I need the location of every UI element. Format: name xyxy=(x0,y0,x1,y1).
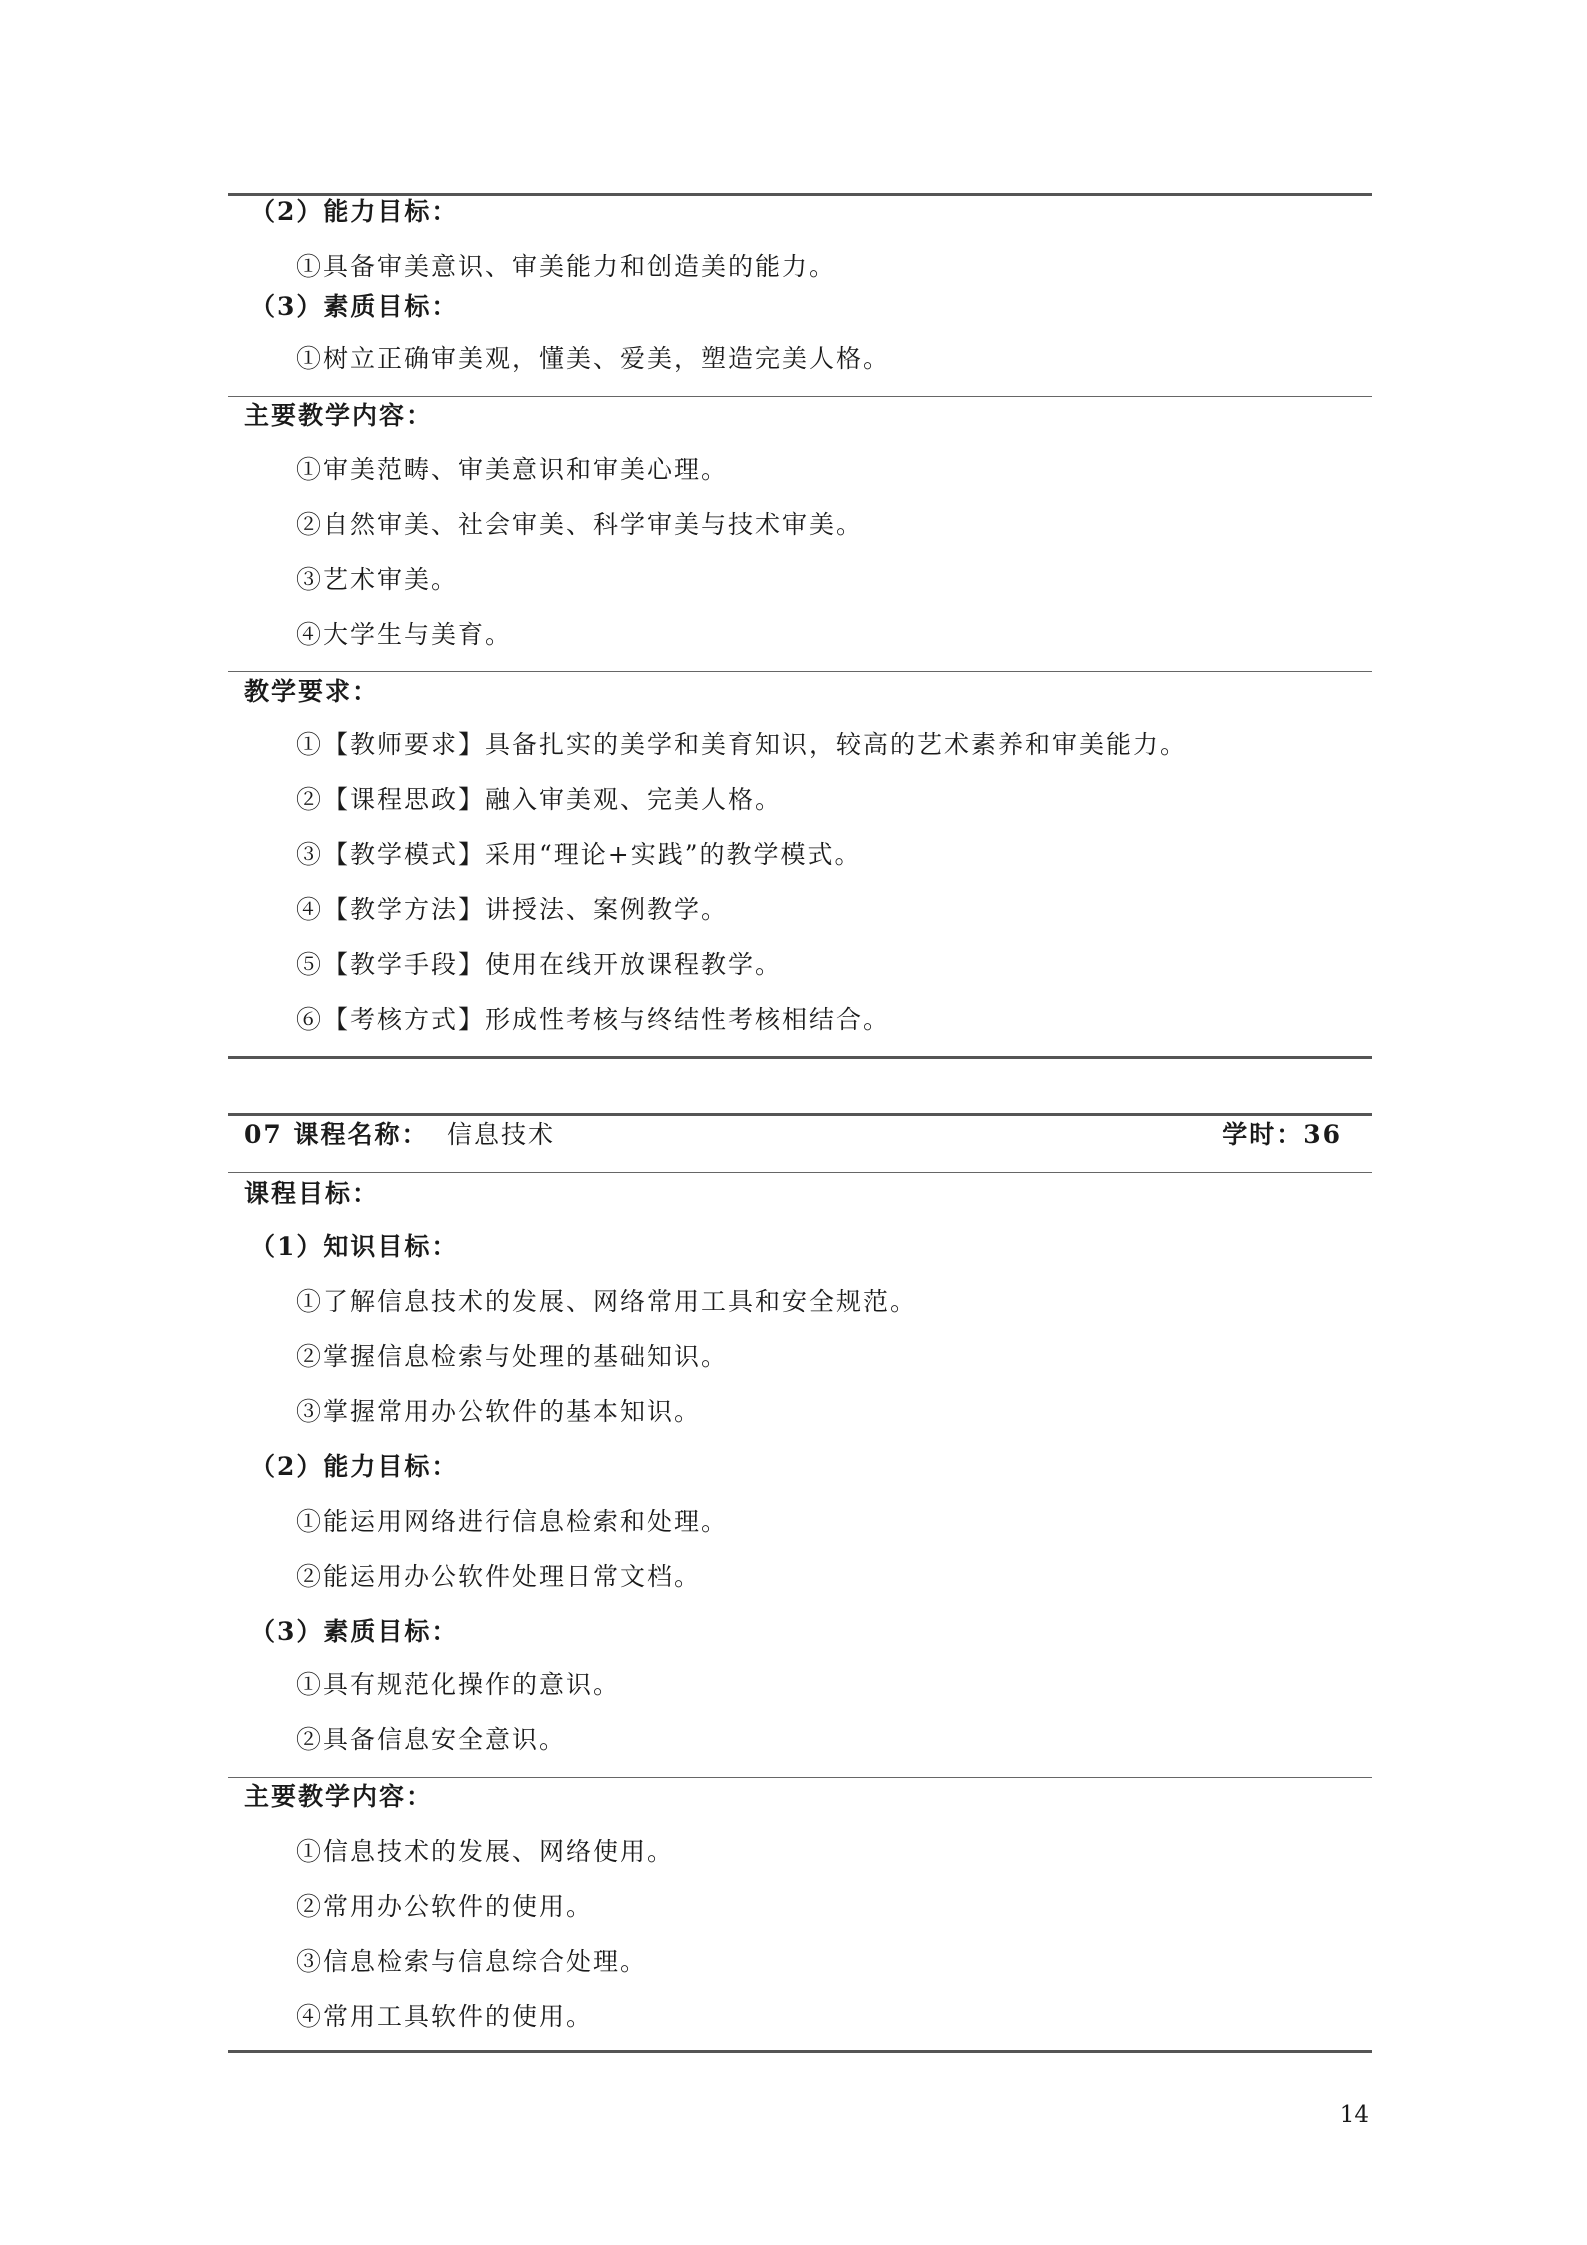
quality-goal-heading: （3）素质目标： xyxy=(250,1617,459,1646)
ability-goal-item-2: ②能运用办公软件处理日常文档。 xyxy=(296,1562,702,1591)
course-name-value: 信息技术 xyxy=(447,1120,556,1149)
quality-goal-item-2: ②具备信息安全意识。 xyxy=(296,1725,567,1754)
ability-goal-heading: （2）能力目标： xyxy=(250,197,459,226)
teaching-content-item-3: ③信息检索与信息综合处理。 xyxy=(296,1947,648,1976)
teaching-requirement-item-1: ①【教师要求】具备扎实的美学和美育知识，较高的艺术素养和审美能力。 xyxy=(296,730,1188,759)
row-divider xyxy=(228,671,1372,672)
page-number: 14 xyxy=(1339,2102,1369,2128)
ability-goal-heading: （2）能力目标： xyxy=(250,1452,459,1481)
teaching-requirement-item-2: ②【课程思政】融入审美观、完美人格。 xyxy=(296,785,783,814)
table-top-rule xyxy=(228,1113,1372,1116)
teaching-content-item-2: ②常用办公软件的使用。 xyxy=(296,1892,594,1921)
course-hours: 学时：36 xyxy=(1222,1120,1342,1149)
quality-goal-item-1: ①具有规范化操作的意识。 xyxy=(296,1670,621,1699)
row-divider xyxy=(228,1172,1372,1173)
quality-goal-heading: （3）素质目标： xyxy=(250,292,459,321)
teaching-content-item-3: ③艺术审美。 xyxy=(296,565,459,594)
quality-goal-item-1: ①树立正确审美观，懂美、爱美，塑造完美人格。 xyxy=(296,344,891,373)
knowledge-goal-item-3: ③掌握常用办公软件的基本知识。 xyxy=(296,1397,702,1426)
table-bottom-rule xyxy=(228,1056,1372,1059)
teaching-content-item-4: ④大学生与美育。 xyxy=(296,620,513,649)
row-divider xyxy=(228,396,1372,397)
course-name-label: 07 课程名称： xyxy=(244,1120,429,1149)
knowledge-goal-item-1: ①了解信息技术的发展、网络常用工具和安全规范。 xyxy=(296,1287,918,1316)
ability-goal-item-1: ①具备审美意识、审美能力和创造美的能力。 xyxy=(296,252,837,281)
row-divider xyxy=(228,1777,1372,1778)
teaching-content-heading: 主要教学内容： xyxy=(244,401,434,430)
teaching-content-item-1: ①审美范畴、审美意识和审美心理。 xyxy=(296,455,729,484)
teaching-requirement-item-3: ③【教学模式】采用“理论+实践”的教学模式。 xyxy=(296,840,862,869)
course-title-row xyxy=(244,1117,1342,1157)
teaching-requirement-item-4: ④【教学方法】讲授法、案例教学。 xyxy=(296,895,729,924)
teaching-requirement-item-5: ⑤【教学手段】使用在线开放课程教学。 xyxy=(296,950,783,979)
course-goals-heading: 课程目标： xyxy=(244,1179,380,1208)
knowledge-goal-heading: （1）知识目标： xyxy=(250,1232,459,1261)
knowledge-goal-item-2: ②掌握信息检索与处理的基础知识。 xyxy=(296,1342,729,1371)
teaching-content-item-4: ④常用工具软件的使用。 xyxy=(296,2002,594,2031)
teaching-content-heading: 主要教学内容： xyxy=(244,1782,434,1811)
teaching-requirements-heading: 教学要求： xyxy=(244,677,380,706)
teaching-content-item-2: ②自然审美、社会审美、科学审美与技术审美。 xyxy=(296,510,864,539)
ability-goal-item-1: ①能运用网络进行信息检索和处理。 xyxy=(296,1507,729,1536)
teaching-requirement-item-6: ⑥【考核方式】形成性考核与终结性考核相结合。 xyxy=(296,1005,891,1034)
table-bottom-rule xyxy=(228,2050,1372,2053)
teaching-content-item-1: ①信息技术的发展、网络使用。 xyxy=(296,1837,675,1866)
